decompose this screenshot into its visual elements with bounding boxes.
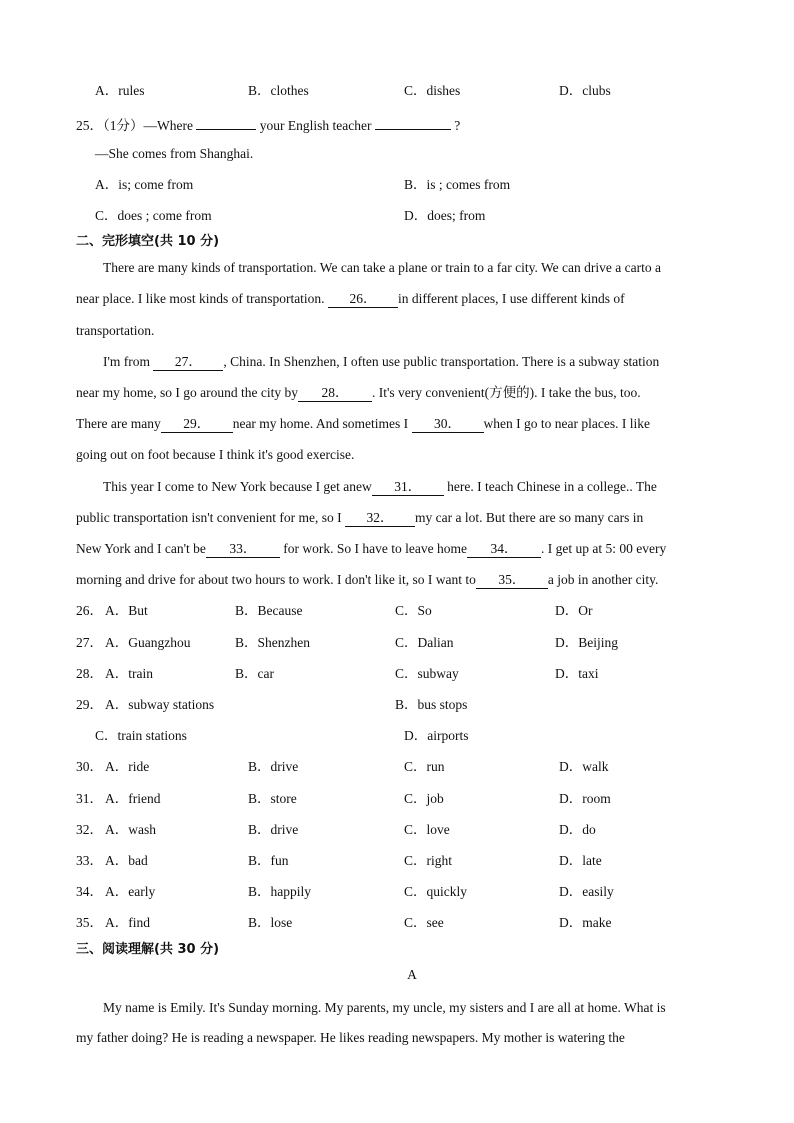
passage-line: My name is Emily. It's Sunday morning. My parents, my uncle, my sisters and I are all at home. What is [103, 1000, 666, 1015]
passage-text: New York and I can't be [76, 541, 206, 556]
q31-option-c: C．job [404, 791, 444, 806]
blank-33[interactable]: 33． [206, 542, 280, 558]
q25-response: —She comes from Shanghai. [95, 146, 254, 161]
passage-text: There are many [76, 416, 161, 431]
blank-27[interactable]: 27． [153, 355, 223, 371]
q27-option-d: D．Beijing [555, 635, 618, 650]
q32-option-d: D．do [559, 822, 596, 837]
q30-option-c: C．run [404, 759, 445, 774]
question-number: 28． [76, 666, 103, 681]
q32-option-b: B．drive [248, 822, 299, 837]
q30-option-d: D．walk [559, 759, 609, 774]
passage-line [76, 509, 643, 527]
passage-line [76, 571, 658, 589]
blank-30[interactable]: 30． [412, 417, 484, 433]
q25-option-d: D．does; from [404, 208, 486, 223]
q29-option-a: A．subway stations [105, 697, 215, 712]
q28-option-d: D．taxi [555, 666, 599, 681]
blank-26[interactable]: 26． [328, 292, 398, 308]
question-number: 34． [76, 884, 103, 899]
question-number: 35． [76, 915, 103, 930]
blank-29[interactable]: 29． [161, 417, 233, 433]
passage-line [76, 540, 666, 558]
passage-text: for work. So I have to leave home [283, 541, 467, 556]
passage-text: , China. In Shenzhen, I often use public transportation. There is a subway station [223, 354, 660, 369]
passage-line [103, 353, 659, 371]
question-number: 32． [76, 822, 103, 837]
blank-34[interactable]: 34． [467, 542, 541, 558]
passage-line [76, 290, 625, 308]
question-number: 27． [76, 635, 103, 650]
passage-text: near my home, so I go around the city by [76, 385, 298, 400]
passage-line: going out on foot because I think it's good exercise. [76, 447, 355, 462]
q35-option-c: C．see [404, 915, 444, 930]
q33-option-a: A．bad [105, 853, 148, 868]
question-number: 30． [76, 759, 103, 774]
q28-option-a: A．train [105, 666, 153, 681]
blank-31[interactable]: 31． [372, 480, 444, 496]
passage-text: . It's very convenient(方便的). I take the bus, too. [371, 385, 641, 400]
q25-blank-2[interactable] [375, 114, 451, 130]
q25-label: 25．（1分）—Where [76, 118, 193, 133]
q26-option-d: D．Or [555, 603, 593, 618]
passage-text: morning and drive for about two hours to work. I don't like it, so I want to [76, 572, 476, 587]
passage-text: This year I come to New York because I get anew [103, 479, 372, 494]
passage-label: A [407, 967, 417, 982]
q25-stem-middle: your English teacher [259, 118, 372, 133]
passage-text: near my home. And sometimes I [232, 416, 409, 431]
q34-option-a: A．early [105, 884, 156, 899]
q25-blank-1[interactable] [196, 114, 256, 130]
q25-option-a: A．is; come from [95, 177, 194, 192]
q31-option-d: D．room [559, 791, 611, 806]
passage-text: . I get up at 5: 00 every [540, 541, 667, 556]
q32-option-c: C．love [404, 822, 450, 837]
q33-option-b: B．fun [248, 853, 289, 868]
q29-option-c: C．train stations [95, 728, 187, 743]
q35-option-d: D．make [559, 915, 612, 930]
blank-28[interactable]: 28． [298, 386, 372, 402]
passage-line: There are many kinds of transportation. We can take a plane or train to a far city. We can drive a carto a [103, 260, 661, 275]
q24-option-d: D．clubs [559, 83, 611, 98]
q24-option-b: B．clothes [248, 83, 309, 98]
blank-32[interactable]: 32． [345, 511, 415, 527]
blank-35[interactable]: 35． [476, 573, 548, 589]
q34-option-b: B．happily [248, 884, 311, 899]
q27-option-c: C．Dalian [395, 635, 454, 650]
q25-stem [76, 114, 460, 135]
q28-option-b: B．car [235, 666, 274, 681]
q26-option-c: C．So [395, 603, 432, 618]
q32-option-a: A．wash [105, 822, 156, 837]
q34-option-c: C．quickly [404, 884, 467, 899]
passage-text: a job in another city. [547, 572, 659, 587]
passage-text: I'm from [103, 354, 151, 369]
q29-option-b: B．bus stops [395, 697, 468, 712]
passage-line: my father doing? He is reading a newspaper. He likes reading newspapers. My mother is watering the [76, 1030, 625, 1045]
q33-option-d: D．late [559, 853, 602, 868]
section2-heading: 二、完形填空(共 10 分) [76, 234, 220, 249]
q24-option-c: C．dishes [404, 83, 461, 98]
passage-text: when I go to near places. I like [483, 416, 650, 431]
q35-option-a: A．find [105, 915, 150, 930]
question-number: 29． [76, 697, 103, 712]
section3-heading: 三、阅读理解(共 30 分) [76, 942, 220, 957]
q26-option-a: A．But [105, 603, 148, 618]
passage-text: near place. I like most kinds of transportation. [76, 291, 325, 306]
q25-option-c: C．does ; come from [95, 208, 212, 223]
q27-option-b: B．Shenzhen [235, 635, 310, 650]
q30-option-b: B．drive [248, 759, 299, 774]
q31-option-b: B．store [248, 791, 297, 806]
passage-text: public transportation isn't convenient for me, so I [76, 510, 342, 525]
question-number: 31． [76, 791, 103, 806]
question-number: 26． [76, 603, 103, 618]
q27-option-a: A．Guangzhou [105, 635, 191, 650]
passage-text: in different places, I use different kinds of [397, 291, 625, 306]
q30-option-a: A．ride [105, 759, 150, 774]
passage-line [76, 384, 641, 402]
q25-option-b: B．is ; comes from [404, 177, 511, 192]
passage-line: transportation. [76, 323, 155, 338]
q25-stem-end: ? [454, 118, 461, 133]
passage-text: here. I teach Chinese in a college.. The [447, 479, 657, 494]
q35-option-b: B．lose [248, 915, 293, 930]
q24-option-a: A．rules [95, 83, 145, 98]
q31-option-a: A．friend [105, 791, 161, 806]
q34-option-d: D．easily [559, 884, 614, 899]
passage-line [103, 478, 657, 496]
passage-text: my car a lot. But there are so many cars in [415, 510, 644, 525]
q33-option-c: C．right [404, 853, 453, 868]
q29-option-d: D．airports [404, 728, 469, 743]
passage-line [76, 415, 650, 433]
q26-option-b: B．Because [235, 603, 303, 618]
question-number: 33． [76, 853, 103, 868]
q28-option-c: C．subway [395, 666, 459, 681]
